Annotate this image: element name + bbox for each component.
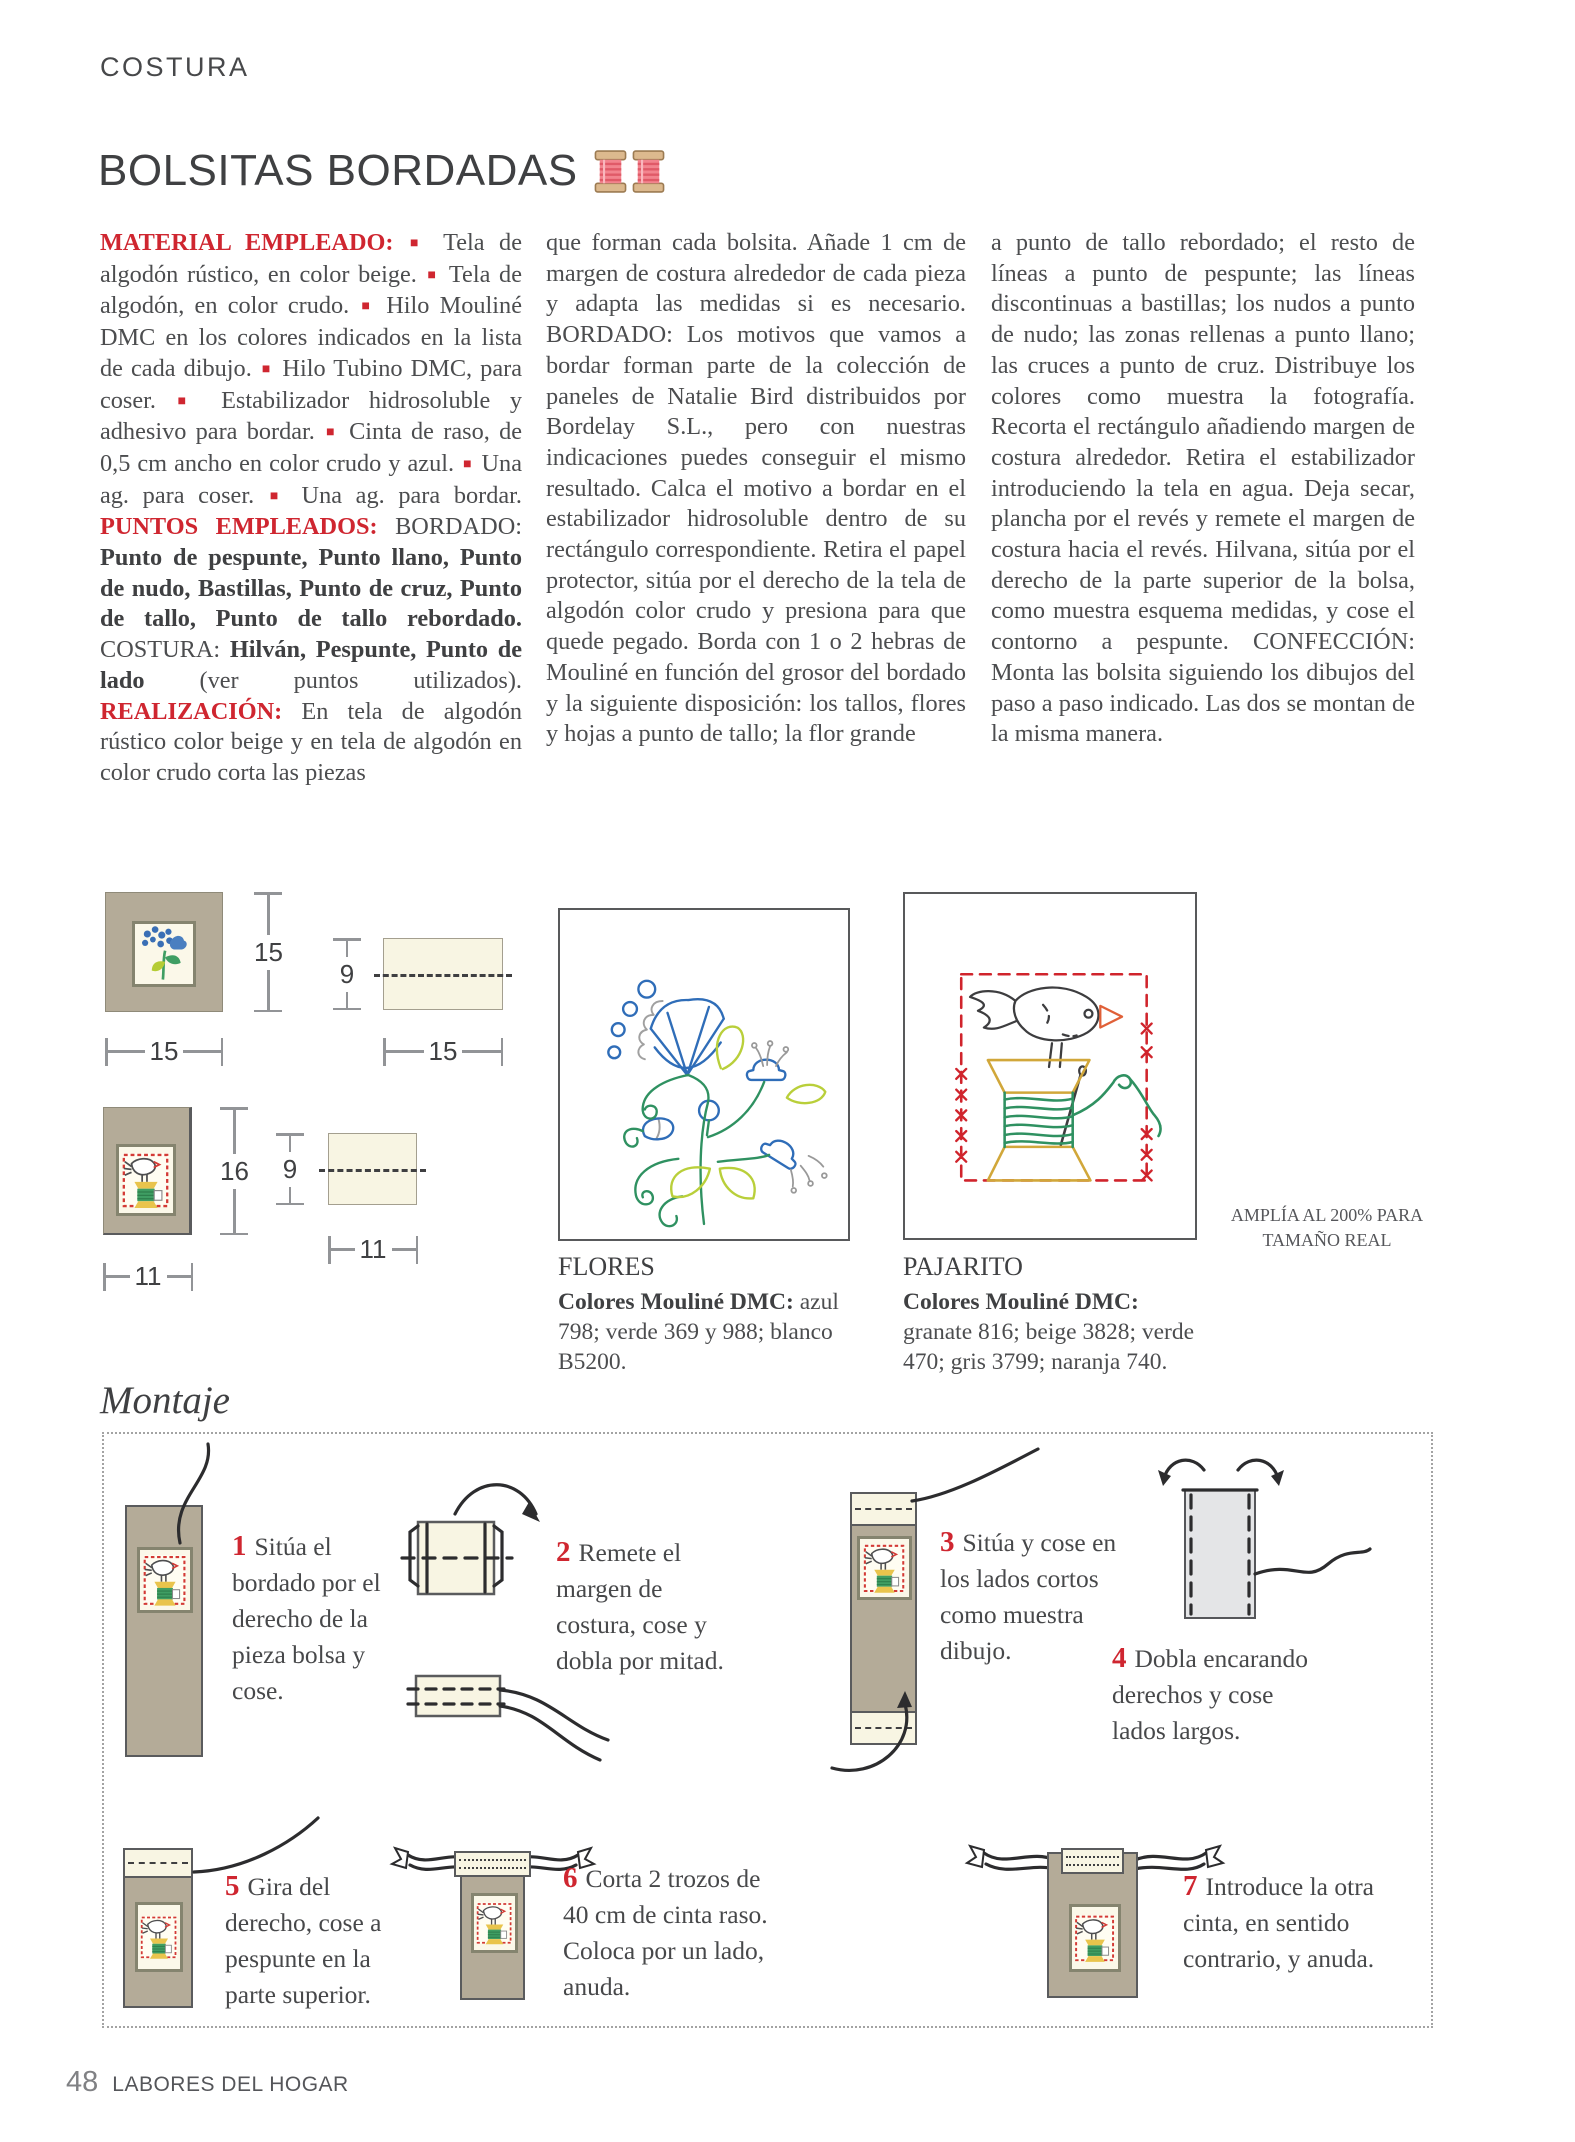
text-segment: ■ [326, 425, 338, 441]
step7-bag-illustration [1047, 1852, 1138, 1998]
embroidery-frame [1069, 1904, 1121, 1972]
step-description: Corta 2 trozos de 40 cm de cinta raso. Coloca por un lado, anuda. [563, 1864, 768, 2001]
bird-motif-icon [474, 1896, 515, 1950]
embroidery-frame [857, 1536, 912, 1600]
text-segment: PUNTOS EMPLEADOS: [100, 513, 396, 541]
text-column-3 [991, 228, 1415, 750]
dimension-value: 9 [282, 1153, 298, 1184]
text-segment: granate 816; beige 3828; verde 470; gris 3799; naranja 740. [903, 1319, 1195, 1375]
dimension-bag1-width [105, 1034, 223, 1069]
text-segment: ■ [261, 361, 273, 377]
flower-motif-icon [135, 924, 193, 984]
text-segment: Punto de pespunte, Punto llano, Punto de nudo, Bastillas, Punto de cruz, Punto de tallo, Punto de tallo rebordado. [100, 544, 522, 633]
fold-line [374, 974, 512, 977]
step4-fold-illustration [1100, 1452, 1430, 1662]
section-kicker: COSTURA [100, 52, 250, 82]
text-segment: azul 798; verde 369 y 988; blanco B5200. [558, 1289, 839, 1375]
stitched-band [123, 1848, 193, 1878]
text-segment: a punto de tallo rebordado; el resto de líneas a punto de pespunte; las líneas discontinuas a bastillas; los nudos a punto de nudo; las zonas rellenas a punto llano; las cruces a punto de cruz. Distribuye los colores como muestra la fotografía. Recorta el rectángulo añadiendo margen de costura alrededor. Retira el estabilizador introduciendo la tela en agua. Deja secar, plancha por el revés y remete el margen de costura hacia el revés. Hilvana, sitúa por el derecho de la parte superior de la bolsa, como muestra esquema medidas, y cose el contorno a pespunte. CONFECCIÓN: Monta las bolsita siguiendo los dibujos del paso a paso indicado. Las dos se montan de la misma manera. [991, 229, 1415, 748]
embroidery-frame [471, 1893, 518, 1953]
text-segment: (ver puntos utilizados). [199, 666, 523, 694]
step-7-text [1183, 1868, 1418, 1977]
text-segment: BORDADO: [395, 513, 522, 541]
flores-colors [558, 1289, 839, 1375]
step-description: Remete el margen de costura, cose y dobla por mitad. [556, 1538, 724, 1675]
fold-line [319, 1169, 426, 1172]
stitched-band [850, 1492, 917, 1526]
text-segment: En tela de algodón rústico color beige y en tela de algodón en color crudo corta las piezas [100, 697, 522, 786]
stitched-band [1061, 1848, 1124, 1874]
text-segment: Colores Mouliné DMC: [903, 1289, 1139, 1315]
text-segment: COSTURA: [100, 636, 230, 664]
flores-pattern-box [558, 908, 850, 1241]
step-2-text [556, 1534, 728, 1679]
diagram-bag2-back [328, 1133, 417, 1205]
text-segment: Estabilizador hidrosoluble y adhesivo para bordar. [100, 386, 522, 446]
arrow-curve [820, 1690, 930, 1785]
text-segment: Hilo Tubino DMC, para coser. [100, 354, 522, 414]
bird-motif-icon [138, 1905, 180, 1969]
text-column-1 [100, 228, 522, 789]
text-segment: Hilo Mouliné DMC en los colores indicados en la lista de cada dibujo. [100, 292, 522, 382]
thread-curve [168, 1438, 238, 1550]
embroidery-frame [135, 1902, 183, 1972]
step-4-text [1112, 1640, 1322, 1749]
enlarge-note-line1: AMPLÍA AL 200% PARA [1230, 1205, 1424, 1225]
diagram-bag2-front [103, 1107, 192, 1235]
text-column-2 [546, 228, 966, 750]
dimension-value: 11 [359, 1234, 387, 1264]
embroidery-frame [116, 1144, 176, 1216]
dimension-bag1-height [249, 892, 288, 1012]
diagram-bag1-back [383, 938, 503, 1010]
text-segment: Hilván, Pespunte, Punto de lado [100, 636, 523, 694]
text-segment: ■ [269, 488, 286, 504]
step-description: Sitúa y cose en los lados cortos como muestra dibujo. [940, 1528, 1117, 1665]
dimension-back1-width [383, 1034, 503, 1069]
step-number: 2 [556, 1536, 571, 1568]
dimension-back2-height [276, 1133, 304, 1205]
dimension-value: 15 [149, 1036, 179, 1066]
step-number: 1 [232, 1530, 247, 1562]
flores-pattern-drawing [560, 910, 848, 1239]
text-segment: Una ag. para coser. [100, 449, 522, 509]
embroidery-frame [137, 1547, 193, 1613]
text-segment: REALIZACIÓN: [100, 697, 302, 725]
flores-caption [558, 1252, 858, 1377]
dimension-bag2-height [215, 1107, 254, 1235]
thread-curve [908, 1445, 1043, 1507]
dimension-bag2-width [103, 1259, 193, 1294]
enlarge-note-line2: TAMAÑO REAL [1262, 1230, 1392, 1250]
stitched-band [454, 1851, 531, 1877]
text-segment: ■ [361, 299, 375, 315]
text-segment: Una ag. para bordar. [287, 481, 522, 509]
text-segment: MATERIAL EMPLEADO: [100, 229, 409, 256]
flores-title: FLORES [558, 1252, 655, 1281]
text-segment: ■ [463, 456, 473, 472]
step-number: 4 [1112, 1642, 1127, 1674]
dimension-value: 15 [428, 1036, 458, 1066]
montaje-title: Montaje [100, 1379, 230, 1422]
step-1-text [232, 1528, 412, 1709]
page-title: BOLSITAS BORDADAS [98, 146, 578, 195]
pajarito-pattern-drawing [905, 894, 1195, 1238]
page-number: 48 [66, 2066, 99, 2098]
step-number: 7 [1183, 1870, 1198, 1902]
pajarito-pattern-box [903, 892, 1197, 1240]
enlarge-note [1222, 1203, 1432, 1253]
page-footer [66, 2066, 349, 2099]
step-description: Dobla encarando derechos y cose lados largos. [1112, 1644, 1308, 1745]
embroidery-frame [132, 921, 196, 987]
dimension-value: 16 [220, 1155, 249, 1186]
step6-bag-illustration [460, 1853, 525, 2000]
pajarito-caption [903, 1252, 1213, 1377]
step-number: 5 [225, 1870, 240, 1902]
dimension-back1-height [333, 938, 361, 1010]
step-number: 6 [563, 1862, 578, 1894]
text-segment: Cinta de raso, de 0,5 cm ancho en color crudo y azul. [100, 418, 522, 477]
step5-bag-illustration [123, 1848, 193, 2008]
step2-strip-illustration [408, 1668, 618, 1778]
step-description: Introduce la otra cinta, en sentido contrario, y anuda. [1183, 1872, 1375, 1973]
text-segment: ■ [410, 236, 427, 251]
dimension-value: 11 [134, 1261, 162, 1291]
pajarito-colors [903, 1289, 1194, 1375]
step-3-text [940, 1524, 1125, 1669]
thread-spool-icon [632, 150, 665, 193]
pajarito-title: PAJARITO [903, 1252, 1023, 1281]
step-6-text [563, 1860, 791, 2005]
dimension-back2-width [328, 1232, 418, 1267]
step-description: Sitúa el bordado por el derecho de la pieza bolsa y cose. [232, 1532, 381, 1705]
text-segment: Colores Mouliné DMC: [558, 1289, 800, 1315]
step-description: Gira del derecho, cose a pespunte en la parte superior. [225, 1872, 382, 2009]
text-segment: que forman cada bolsita. Añade 1 cm de margen de costura alrededor de cada pieza y adapta las medidas si es necesario. BORDADO: Los motivos que vamos a bordar forman parte de la colección de paneles de Natalie Bird distribuidos por Bordelay S.L., pero con nuestras indicaciones puedes conseguir el mismo resultado. Calca el motivo a bordar en el estabilizador hidrosoluble dentro de su rectángulo correspondiente. Retira el papel protector, sitúa por el derecho de la tela de algodón color crudo y presiona para que quede pegado. Borda con 1 o 2 hebras de Mouliné en función del grosor del bordado y la siguiente disposición: los tallos, flores y hojas a punto de tallo; la flor grande [546, 229, 966, 748]
bird-motif-icon [860, 1539, 909, 1597]
magazine-name: LABORES DEL HOGAR [112, 2073, 349, 2096]
text-segment: ■ [427, 267, 439, 283]
article-header [98, 146, 665, 196]
step-number: 3 [940, 1526, 955, 1558]
text-segment: Tela de algodón rústico, en color beige. [100, 229, 522, 288]
thread-spools [594, 150, 665, 193]
bird-motif-icon [1072, 1907, 1118, 1969]
bird-motif-icon [119, 1147, 173, 1213]
dimension-value: 15 [254, 936, 283, 967]
dimension-value: 9 [339, 958, 355, 989]
text-segment: Tela de algodón, en color crudo. [100, 260, 522, 320]
thread-spool-icon [594, 150, 627, 193]
text-segment: ■ [177, 393, 200, 409]
diagram-bag1-front [105, 892, 223, 1012]
bird-motif-icon [140, 1550, 190, 1610]
